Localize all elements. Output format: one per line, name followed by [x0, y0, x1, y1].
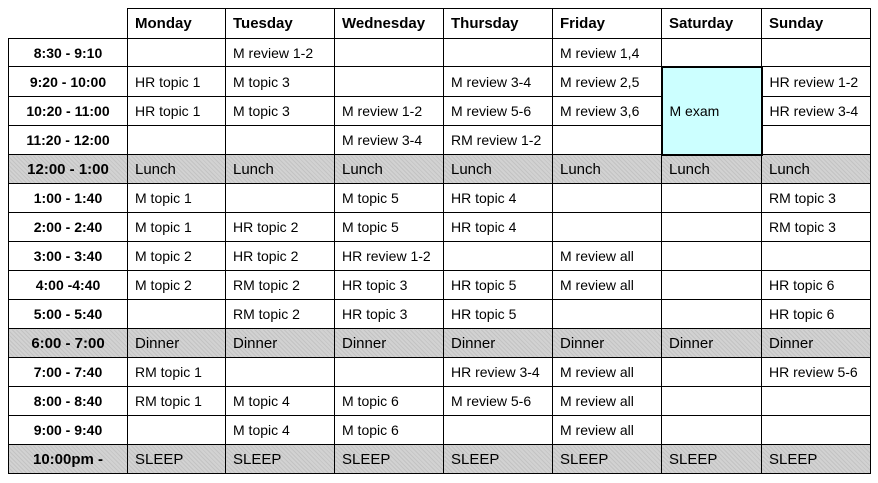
schedule-cell: Lunch [128, 155, 226, 184]
schedule-cell: M topic 1 [128, 213, 226, 242]
schedule-cell: HR topic 3 [335, 271, 444, 300]
schedule-cell [226, 358, 335, 387]
day-header-tuesday: Tuesday [226, 9, 335, 39]
schedule-cell: HR topic 2 [226, 242, 335, 271]
schedule-cell: M topic 1 [128, 184, 226, 213]
time-slot-label: 10:00pm - [9, 445, 128, 474]
schedule-cell: M review 5-6 [444, 97, 553, 126]
schedule-cell: SLEEP [553, 445, 662, 474]
schedule-cell [553, 126, 662, 155]
schedule-cell: M topic 3 [226, 97, 335, 126]
schedule-cell [335, 67, 444, 97]
schedule-cell: Dinner [662, 329, 762, 358]
table-row [9, 184, 871, 213]
schedule-cell [553, 300, 662, 329]
table-row [9, 300, 871, 329]
schedule-cell [762, 387, 871, 416]
schedule-cell: Lunch [226, 155, 335, 184]
schedule-cell: RM topic 2 [226, 271, 335, 300]
time-slot-label: 9:00 - 9:40 [9, 416, 128, 445]
schedule-cell: M topic 6 [335, 387, 444, 416]
schedule-cell: HR topic 2 [226, 213, 335, 242]
schedule-cell: M topic 2 [128, 271, 226, 300]
schedule-cell: RM topic 3 [762, 213, 871, 242]
schedule-cell: HR topic 6 [762, 300, 871, 329]
day-header-thursday: Thursday [444, 9, 553, 39]
schedule-cell [762, 416, 871, 445]
day-header-wednesday: Wednesday [335, 9, 444, 39]
schedule-cell [335, 39, 444, 67]
schedule-cell: M review 2,5 [553, 67, 662, 97]
schedule-cell: Dinner [226, 329, 335, 358]
schedule-cell: SLEEP [762, 445, 871, 474]
schedule-cell [662, 184, 762, 213]
schedule-cell: M topic 4 [226, 416, 335, 445]
time-slot-label: 9:20 - 10:00 [9, 67, 128, 97]
schedule-cell: HR review 3-4 [444, 358, 553, 387]
day-header-friday: Friday [553, 9, 662, 39]
time-slot-label: 7:00 - 7:40 [9, 358, 128, 387]
schedule-cell: M topic 5 [335, 213, 444, 242]
schedule-cell [444, 242, 553, 271]
schedule-cell: Dinner [128, 329, 226, 358]
day-header-monday: Monday [128, 9, 226, 39]
schedule-cell [553, 213, 662, 242]
schedule-cell: M review 1,4 [553, 39, 662, 67]
schedule-cell: HR topic 6 [762, 271, 871, 300]
schedule-cell: RM topic 1 [128, 387, 226, 416]
schedule-cell [128, 300, 226, 329]
schedule-cell: M review 1-2 [226, 39, 335, 67]
schedule-cell: M review all [553, 242, 662, 271]
schedule-cell [128, 416, 226, 445]
time-slot-label: 12:00 - 1:00 [9, 155, 128, 184]
time-slot-label: 3:00 - 3:40 [9, 242, 128, 271]
schedule-cell: M review all [553, 416, 662, 445]
table-row [9, 67, 871, 97]
schedule-cell [762, 242, 871, 271]
time-slot-label: 6:00 - 7:00 [9, 329, 128, 358]
day-header-sunday: Sunday [762, 9, 871, 39]
schedule-cell [662, 387, 762, 416]
schedule-cell: M review all [553, 358, 662, 387]
schedule-cell: M topic 2 [128, 242, 226, 271]
schedule-body [9, 9, 871, 474]
schedule-cell: RM review 1-2 [444, 126, 553, 155]
study-schedule-table [8, 8, 871, 474]
schedule-cell: HR topic 5 [444, 271, 553, 300]
schedule-cell: M review 1-2 [335, 97, 444, 126]
table-row [9, 387, 871, 416]
schedule-cell [128, 39, 226, 67]
schedule-cell [335, 358, 444, 387]
schedule-cell [662, 416, 762, 445]
schedule-cell [662, 242, 762, 271]
time-slot-label: 5:00 - 5:40 [9, 300, 128, 329]
schedule-cell [226, 126, 335, 155]
schedule-cell: SLEEP [128, 445, 226, 474]
schedule-cell [762, 39, 871, 67]
table-row [9, 242, 871, 271]
schedule-cell [662, 358, 762, 387]
schedule-cell: Lunch [762, 155, 871, 184]
schedule-cell: HR topic 4 [444, 184, 553, 213]
schedule-cell: Dinner [444, 329, 553, 358]
schedule-cell: Lunch [553, 155, 662, 184]
schedule-cell: HR topic 5 [444, 300, 553, 329]
schedule-cell: HR topic 1 [128, 97, 226, 126]
schedule-cell: HR topic 3 [335, 300, 444, 329]
exam-block: M exam [662, 67, 762, 155]
schedule-cell [128, 126, 226, 155]
schedule-cell: M review 3,6 [553, 97, 662, 126]
schedule-cell: Lunch [335, 155, 444, 184]
schedule-cell: SLEEP [662, 445, 762, 474]
schedule-cell: SLEEP [444, 445, 553, 474]
schedule-cell [444, 416, 553, 445]
schedule-cell [662, 300, 762, 329]
schedule-cell: HR topic 4 [444, 213, 553, 242]
time-slot-label: 11:20 - 12:00 [9, 126, 128, 155]
schedule-cell: Dinner [553, 329, 662, 358]
schedule-cell [226, 184, 335, 213]
schedule-cell: HR review 3-4 [762, 97, 871, 126]
table-row [9, 155, 871, 184]
time-slot-label: 2:00 - 2:40 [9, 213, 128, 242]
schedule-cell [662, 39, 762, 67]
table-row [9, 213, 871, 242]
schedule-cell: M topic 4 [226, 387, 335, 416]
schedule-cell [444, 39, 553, 67]
header-row [9, 9, 871, 39]
schedule-cell: SLEEP [226, 445, 335, 474]
schedule-cell: M topic 5 [335, 184, 444, 213]
time-slot-label: 1:00 - 1:40 [9, 184, 128, 213]
schedule-cell [762, 126, 871, 155]
table-row [9, 445, 871, 474]
schedule-cell: M topic 3 [226, 67, 335, 97]
corner-cell [9, 9, 128, 39]
schedule-cell: M review all [553, 387, 662, 416]
schedule-cell: M review 5-6 [444, 387, 553, 416]
time-slot-label: 8:30 - 9:10 [9, 39, 128, 67]
schedule-cell: Dinner [762, 329, 871, 358]
time-slot-label: 10:20 - 11:00 [9, 97, 128, 126]
schedule-cell: Lunch [444, 155, 553, 184]
schedule-cell: RM topic 1 [128, 358, 226, 387]
schedule-cell [662, 213, 762, 242]
schedule-cell: M review 3-4 [335, 126, 444, 155]
table-row [9, 39, 871, 67]
table-row [9, 329, 871, 358]
schedule-cell: HR review 5-6 [762, 358, 871, 387]
schedule-cell: HR review 1-2 [762, 67, 871, 97]
table-row [9, 271, 871, 300]
schedule-cell [662, 271, 762, 300]
schedule-cell [553, 184, 662, 213]
schedule-cell: HR review 1-2 [335, 242, 444, 271]
schedule-cell: M review all [553, 271, 662, 300]
table-row [9, 358, 871, 387]
schedule-cell: M review 3-4 [444, 67, 553, 97]
day-header-saturday: Saturday [662, 9, 762, 39]
schedule-cell: Dinner [335, 329, 444, 358]
schedule-cell: SLEEP [335, 445, 444, 474]
time-slot-label: 8:00 - 8:40 [9, 387, 128, 416]
time-slot-label: 4:00 -4:40 [9, 271, 128, 300]
schedule-cell: RM topic 3 [762, 184, 871, 213]
schedule-cell: RM topic 2 [226, 300, 335, 329]
schedule-cell: HR topic 1 [128, 67, 226, 97]
schedule-cell: Lunch [662, 155, 762, 184]
table-row [9, 416, 871, 445]
schedule-cell: M topic 6 [335, 416, 444, 445]
